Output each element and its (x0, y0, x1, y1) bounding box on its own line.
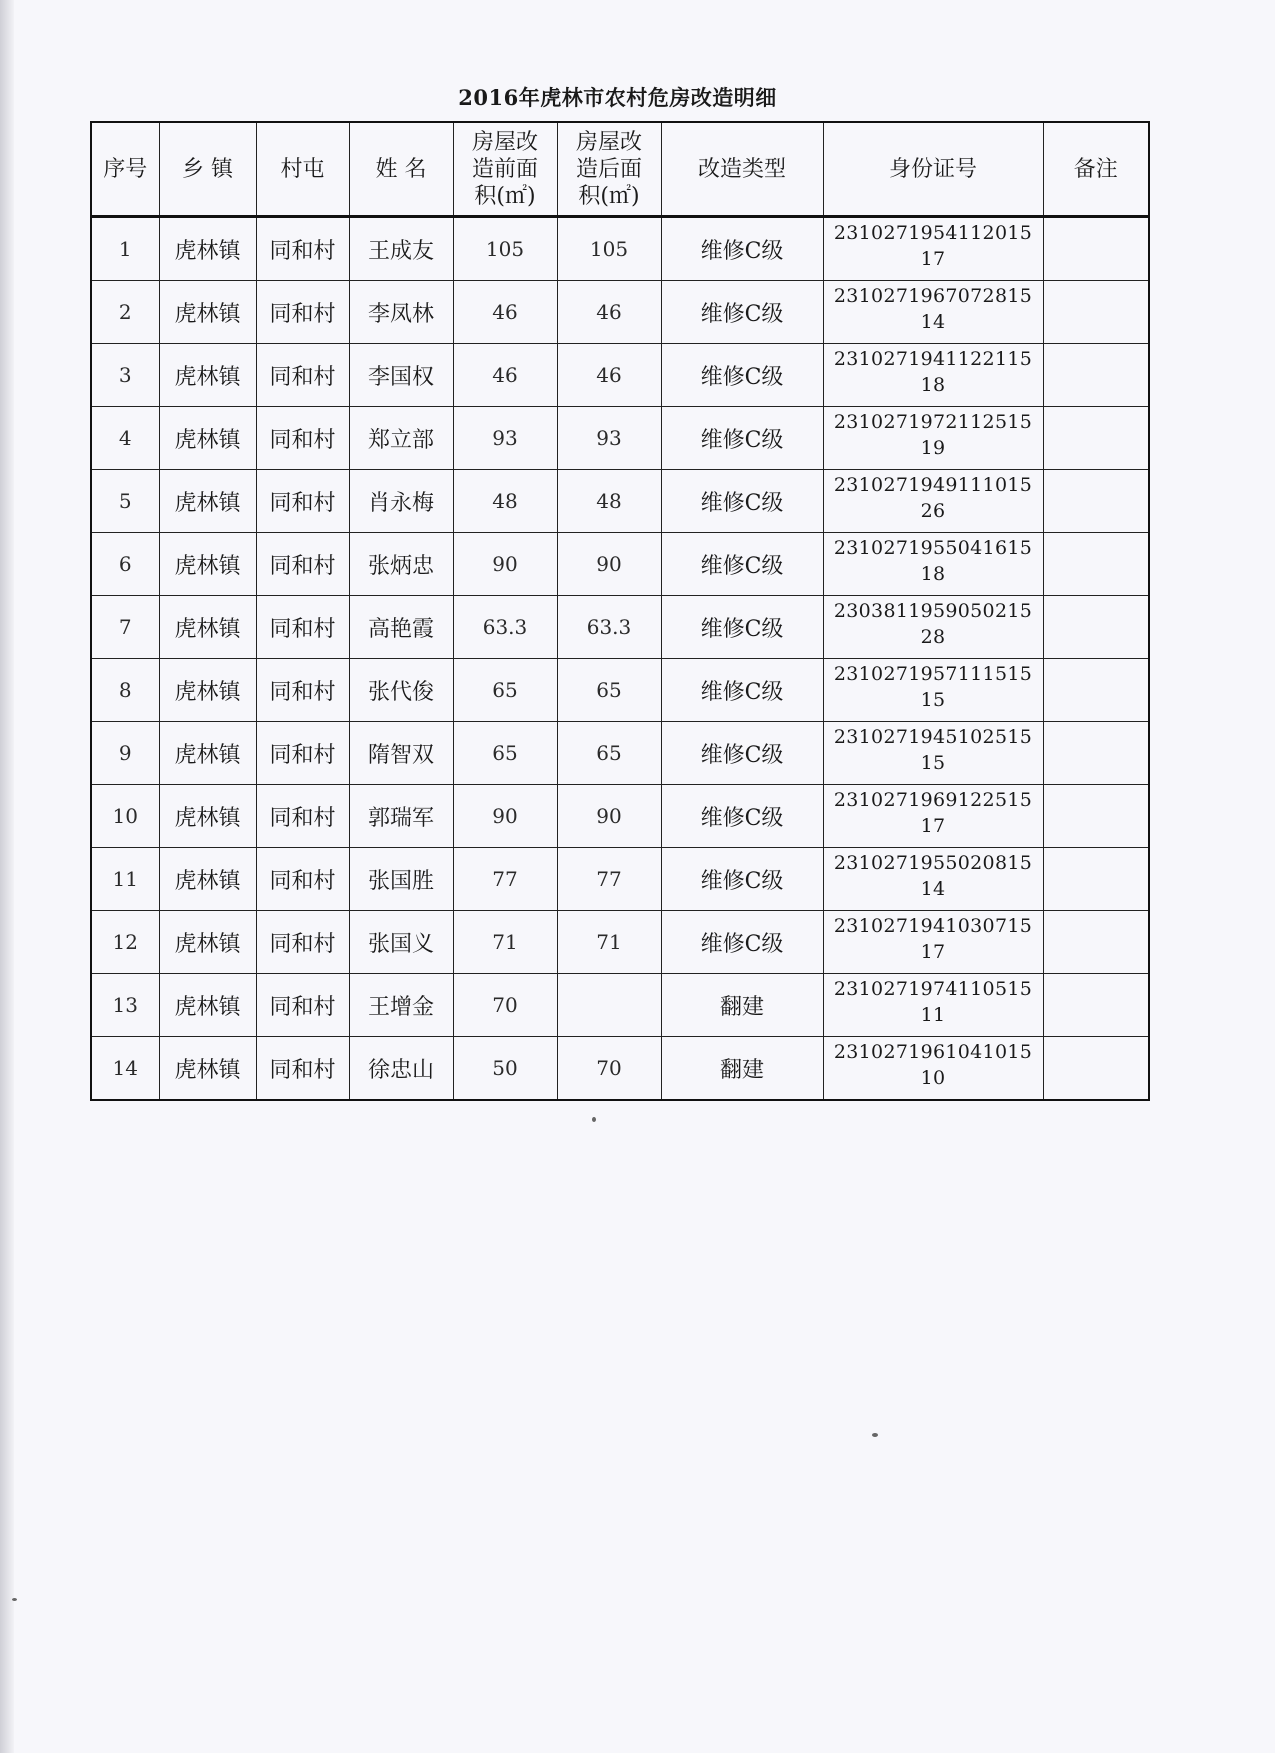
cell-area-after: 90 (557, 533, 661, 596)
cell-id-number (823, 217, 1043, 281)
cell-village: 同和村 (256, 722, 349, 785)
cell-area-after: 105 (557, 217, 661, 281)
cell-remarks (1043, 281, 1149, 344)
cell-township: 虎林镇 (159, 722, 256, 785)
id-number-line-1: 2310271957111515 (833, 663, 1033, 685)
cell-seq: 1 (91, 217, 159, 281)
scan-speck (872, 1433, 878, 1437)
header-area-after-line: 造后面 (575, 156, 642, 182)
table-row (91, 470, 1149, 533)
cell-area-after: 46 (557, 344, 661, 407)
header-township: 乡 镇 (159, 122, 256, 217)
id-number-line-2: 26 (920, 500, 946, 522)
cell-village: 同和村 (256, 848, 349, 911)
cell-seq: 8 (91, 659, 159, 722)
cell-area-after: 90 (557, 785, 661, 848)
cell-area-before: 93 (453, 407, 557, 470)
header-area-before-line: 积(㎡) (474, 183, 536, 209)
table-row (91, 407, 1149, 470)
cell-name: 张炳忠 (349, 533, 453, 596)
cell-seq: 6 (91, 533, 159, 596)
cell-area-after: 93 (557, 407, 661, 470)
cell-village: 同和村 (256, 281, 349, 344)
cell-area-after: 65 (557, 722, 661, 785)
id-number-line-2: 18 (920, 374, 946, 396)
cell-remarks (1043, 848, 1149, 911)
cell-seq: 13 (91, 974, 159, 1037)
id-number-line-1: 2310271961041015 (833, 1041, 1033, 1063)
table-header-row (91, 122, 1149, 217)
table-row (91, 281, 1149, 344)
cell-id-number (823, 911, 1043, 974)
id-number-line-2: 14 (920, 311, 946, 333)
cell-township: 虎林镇 (159, 596, 256, 659)
cell-village: 同和村 (256, 974, 349, 1037)
id-number-line-2: 15 (920, 689, 946, 711)
cell-id-number (823, 533, 1043, 596)
cell-area-after (557, 974, 661, 1037)
cell-area-before: 48 (453, 470, 557, 533)
cell-area-after: 48 (557, 470, 661, 533)
cell-id-number (823, 1037, 1043, 1101)
cell-area-before: 105 (453, 217, 557, 281)
id-number-line-1: 2310271955041615 (833, 537, 1033, 559)
cell-village: 同和村 (256, 596, 349, 659)
cell-id-number (823, 470, 1043, 533)
cell-type: 维修C级 (661, 722, 823, 785)
cell-area-before: 65 (453, 722, 557, 785)
header-area-before-line: 房屋改 (471, 129, 538, 155)
header-area-after-line: 积(㎡) (578, 183, 640, 209)
cell-area-before: 46 (453, 281, 557, 344)
cell-type: 维修C级 (661, 281, 823, 344)
cell-remarks (1043, 470, 1149, 533)
header-id-number: 身份证号 (823, 122, 1043, 217)
cell-village: 同和村 (256, 344, 349, 407)
document-title: 2016年虎林市农村危房改造明细 (458, 85, 777, 110)
cell-type: 维修C级 (661, 533, 823, 596)
scanned-page-edge (0, 0, 14, 1753)
cell-seq: 10 (91, 785, 159, 848)
cell-id-number (823, 722, 1043, 785)
cell-area-after: 65 (557, 659, 661, 722)
cell-seq: 12 (91, 911, 159, 974)
cell-remarks (1043, 407, 1149, 470)
cell-township: 虎林镇 (159, 470, 256, 533)
header-seq: 序号 (91, 122, 159, 217)
id-number-line-1: 2310271955020815 (833, 852, 1033, 874)
table-row (91, 533, 1149, 596)
cell-remarks (1043, 911, 1149, 974)
cell-area-before: 71 (453, 911, 557, 974)
header-name: 姓 名 (349, 122, 453, 217)
id-number-line-1: 2310271945102515 (833, 726, 1033, 748)
id-number-line-2: 10 (920, 1067, 946, 1089)
id-number-line-1: 2310271969122515 (833, 789, 1033, 811)
cell-name: 张代俊 (349, 659, 453, 722)
id-number-line-1: 2310271941122115 (833, 348, 1033, 370)
table-row (91, 659, 1149, 722)
id-number-line-1: 2310271967072815 (833, 285, 1033, 307)
cell-name: 王成友 (349, 217, 453, 281)
cell-remarks (1043, 974, 1149, 1037)
table-row (91, 596, 1149, 659)
cell-village: 同和村 (256, 785, 349, 848)
header-area-before (453, 122, 557, 217)
cell-id-number (823, 281, 1043, 344)
id-number-line-1: 2310271949111015 (833, 474, 1033, 496)
cell-type: 翻建 (661, 1037, 823, 1101)
cell-village: 同和村 (256, 911, 349, 974)
cell-seq: 3 (91, 344, 159, 407)
cell-seq: 11 (91, 848, 159, 911)
cell-type: 翻建 (661, 974, 823, 1037)
cell-village: 同和村 (256, 470, 349, 533)
cell-name: 李国权 (349, 344, 453, 407)
cell-id-number (823, 659, 1043, 722)
cell-township: 虎林镇 (159, 911, 256, 974)
header-area-after-line: 房屋改 (575, 129, 642, 155)
cell-area-before: 63.3 (453, 596, 557, 659)
cell-village: 同和村 (256, 217, 349, 281)
cell-type: 维修C级 (661, 659, 823, 722)
id-number-line-1: 2310271974110515 (833, 978, 1033, 1000)
id-number-line-1: 2310271954112015 (833, 222, 1033, 244)
cell-area-before: 77 (453, 848, 557, 911)
id-number-line-1: 2310271972112515 (833, 411, 1033, 433)
cell-area-after: 77 (557, 848, 661, 911)
id-number-line-2: 18 (920, 563, 946, 585)
cell-village: 同和村 (256, 1037, 349, 1101)
cell-remarks (1043, 659, 1149, 722)
cell-area-after: 71 (557, 911, 661, 974)
cell-township: 虎林镇 (159, 533, 256, 596)
cell-seq: 4 (91, 407, 159, 470)
cell-township: 虎林镇 (159, 1037, 256, 1101)
cell-area-before: 46 (453, 344, 557, 407)
cell-village: 同和村 (256, 533, 349, 596)
header-type: 改造类型 (661, 122, 823, 217)
table-row (91, 974, 1149, 1037)
cell-seq: 9 (91, 722, 159, 785)
scan-speck (12, 1598, 17, 1601)
header-area-before-line: 造前面 (471, 156, 538, 182)
cell-township: 虎林镇 (159, 974, 256, 1037)
cell-remarks (1043, 533, 1149, 596)
cell-name: 高艳霞 (349, 596, 453, 659)
cell-type: 维修C级 (661, 407, 823, 470)
cell-area-before: 90 (453, 785, 557, 848)
cell-type: 维修C级 (661, 785, 823, 848)
cell-name: 张国义 (349, 911, 453, 974)
cell-id-number (823, 407, 1043, 470)
cell-seq: 7 (91, 596, 159, 659)
cell-name: 郭瑞军 (349, 785, 453, 848)
cell-type: 维修C级 (661, 911, 823, 974)
table-row (91, 848, 1149, 911)
cell-township: 虎林镇 (159, 848, 256, 911)
cell-village: 同和村 (256, 659, 349, 722)
id-number-line-1: 2303811959050215 (833, 600, 1033, 622)
id-number-line-2: 19 (920, 437, 946, 459)
header-area-after (557, 122, 661, 217)
cell-remarks (1043, 722, 1149, 785)
cell-name: 肖永梅 (349, 470, 453, 533)
id-number-line-2: 14 (920, 878, 946, 900)
cell-seq: 14 (91, 1037, 159, 1101)
scan-speck (592, 1117, 596, 1122)
cell-type: 维修C级 (661, 217, 823, 281)
cell-type: 维修C级 (661, 344, 823, 407)
cell-type: 维修C级 (661, 596, 823, 659)
cell-area-after: 70 (557, 1037, 661, 1101)
cell-name: 郑立部 (349, 407, 453, 470)
cell-township: 虎林镇 (159, 659, 256, 722)
cell-area-before: 90 (453, 533, 557, 596)
table-body (91, 217, 1149, 1101)
table-row (91, 911, 1149, 974)
cell-id-number (823, 596, 1043, 659)
cell-remarks (1043, 785, 1149, 848)
id-number-line-2: 28 (920, 626, 946, 648)
cell-id-number (823, 974, 1043, 1037)
cell-remarks (1043, 596, 1149, 659)
cell-seq: 2 (91, 281, 159, 344)
cell-township: 虎林镇 (159, 785, 256, 848)
cell-area-before: 65 (453, 659, 557, 722)
cell-village: 同和村 (256, 407, 349, 470)
cell-name: 张国胜 (349, 848, 453, 911)
id-number-line-2: 15 (920, 752, 946, 774)
cell-name: 隋智双 (349, 722, 453, 785)
renovation-detail-table (90, 121, 1150, 1101)
cell-township: 虎林镇 (159, 281, 256, 344)
cell-name: 王增金 (349, 974, 453, 1037)
cell-id-number (823, 344, 1043, 407)
cell-name: 徐忠山 (349, 1037, 453, 1101)
table-row (91, 785, 1149, 848)
table-row (91, 217, 1149, 281)
cell-township: 虎林镇 (159, 407, 256, 470)
cell-township: 虎林镇 (159, 217, 256, 281)
cell-seq: 5 (91, 470, 159, 533)
id-number-line-2: 11 (920, 1004, 946, 1026)
cell-area-before: 50 (453, 1037, 557, 1101)
cell-township: 虎林镇 (159, 344, 256, 407)
id-number-line-2: 17 (920, 941, 946, 963)
cell-id-number (823, 848, 1043, 911)
cell-remarks (1043, 344, 1149, 407)
cell-type: 维修C级 (661, 470, 823, 533)
header-remarks: 备注 (1043, 122, 1149, 217)
cell-area-after: 63.3 (557, 596, 661, 659)
cell-remarks (1043, 217, 1149, 281)
id-number-line-2: 17 (920, 815, 946, 837)
table-row (91, 1037, 1149, 1101)
cell-type: 维修C级 (661, 848, 823, 911)
cell-name: 李凤林 (349, 281, 453, 344)
id-number-line-2: 17 (920, 248, 946, 270)
cell-area-after: 46 (557, 281, 661, 344)
id-number-line-1: 2310271941030715 (833, 915, 1033, 937)
table-row (91, 722, 1149, 785)
table-row (91, 344, 1149, 407)
cell-area-before: 70 (453, 974, 557, 1037)
cell-id-number (823, 785, 1043, 848)
cell-remarks (1043, 1037, 1149, 1101)
header-village: 村屯 (256, 122, 349, 217)
